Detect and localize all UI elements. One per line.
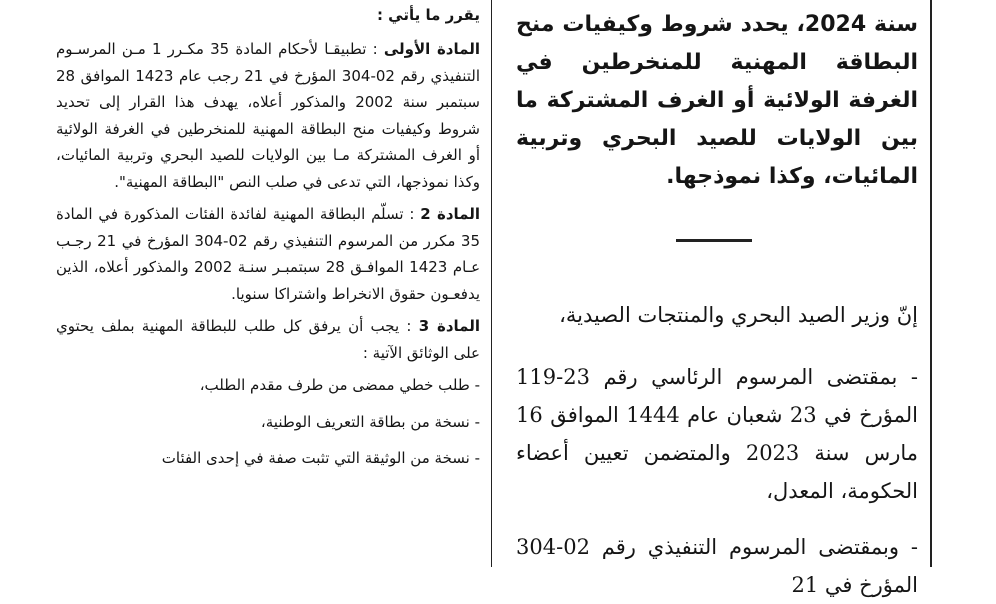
article-3 [56, 313, 480, 366]
minister-line-block [516, 296, 918, 334]
article-2-text: : تسلّم البطاقة المهنية لفائدة الفئات المذكورة في المادة 35 مكرر من المرسوم التنفيذي رقم 02-304 المؤرخ في 21 رجـب عـام 1423 الموافـق 28 سبتمبـر سنـة 2002 والمذكور أعلاه، الذين يدفعـون حقوق الانخراط واشتراكا سنويا. [56, 205, 481, 303]
article-1-label: المادة الأولى [383, 40, 480, 58]
decision-title: سنة 2024، يحدد شروط وكيفيات منح البطاقة المهنية للمنخرطين في الغرفة الولائية أو الغرف المشتركة ما بين الولايات للصيد البحري وتربية المائيات، وكذا نموذجها. [516, 12, 918, 189]
considering-2-block [516, 528, 918, 604]
article-1-text: : تطبيقـا لأحكام المادة 35 مكـرر 1 مـن المرسـوم التنفيذي رقم 02-304 المؤرخ في 21 رجب عام 1423 الموافق 28 سبتمبر سنة 2002 والمذكور أعلاه، يهدف هذا القرار إلى تحديد شروط وكيفيات منح البطاقة المهنية للمنخرطين في الغرفة الولائية أو الغرف المشتركة مـا بين الولايات للصيد البحري وتربية المائيات، وكذا نموذجها، التي تدعى في صلب النص "البطاقة المهنية". [56, 40, 481, 191]
article-2-label: المادة 2 [420, 205, 480, 223]
article-3-label: المادة 3 [418, 317, 480, 335]
column-rule-right [930, 0, 932, 567]
considering-2: - وبمقتضى المرسوم التنفيذي رقم 02-304 المؤرخ في 21 [516, 535, 918, 597]
considering-1: - بمقتضى المرسوم الرئاسي رقم 23-119 المؤرخ في 23 شعبان عام 1444 الموافق 16 مارس سنة 2023 والمتضمن تعيين أعضاء الحكومة، المعدل، [516, 365, 919, 503]
right-column-heading [516, 6, 918, 196]
section-divider [676, 239, 752, 242]
article-2 [56, 201, 480, 307]
document-item-2: - نسخة من بطاقة التعريف الوطنية، [260, 412, 480, 431]
minister-line: إنّ وزير الصيد البحري والمنتجات الصيدية، [559, 303, 918, 327]
document-item-3: - نسخة من الوثيقة التي تثبت صفة في إحدى الفئات [161, 449, 480, 467]
column-rule-left [491, 0, 492, 567]
left-column [56, 4, 480, 482]
considering-1-block [516, 358, 918, 510]
article-3-text: : يجب أن يرفق كل طلب للبطاقة المهنية بملف يحتوي على الوثائق الآتية : [56, 317, 480, 362]
document-item-1: - طلب خطي ممضى من طرف مقدم الطلب، [199, 376, 480, 394]
decree-lead: يقرر ما يأتي : [376, 6, 480, 24]
article-1 [56, 36, 480, 195]
